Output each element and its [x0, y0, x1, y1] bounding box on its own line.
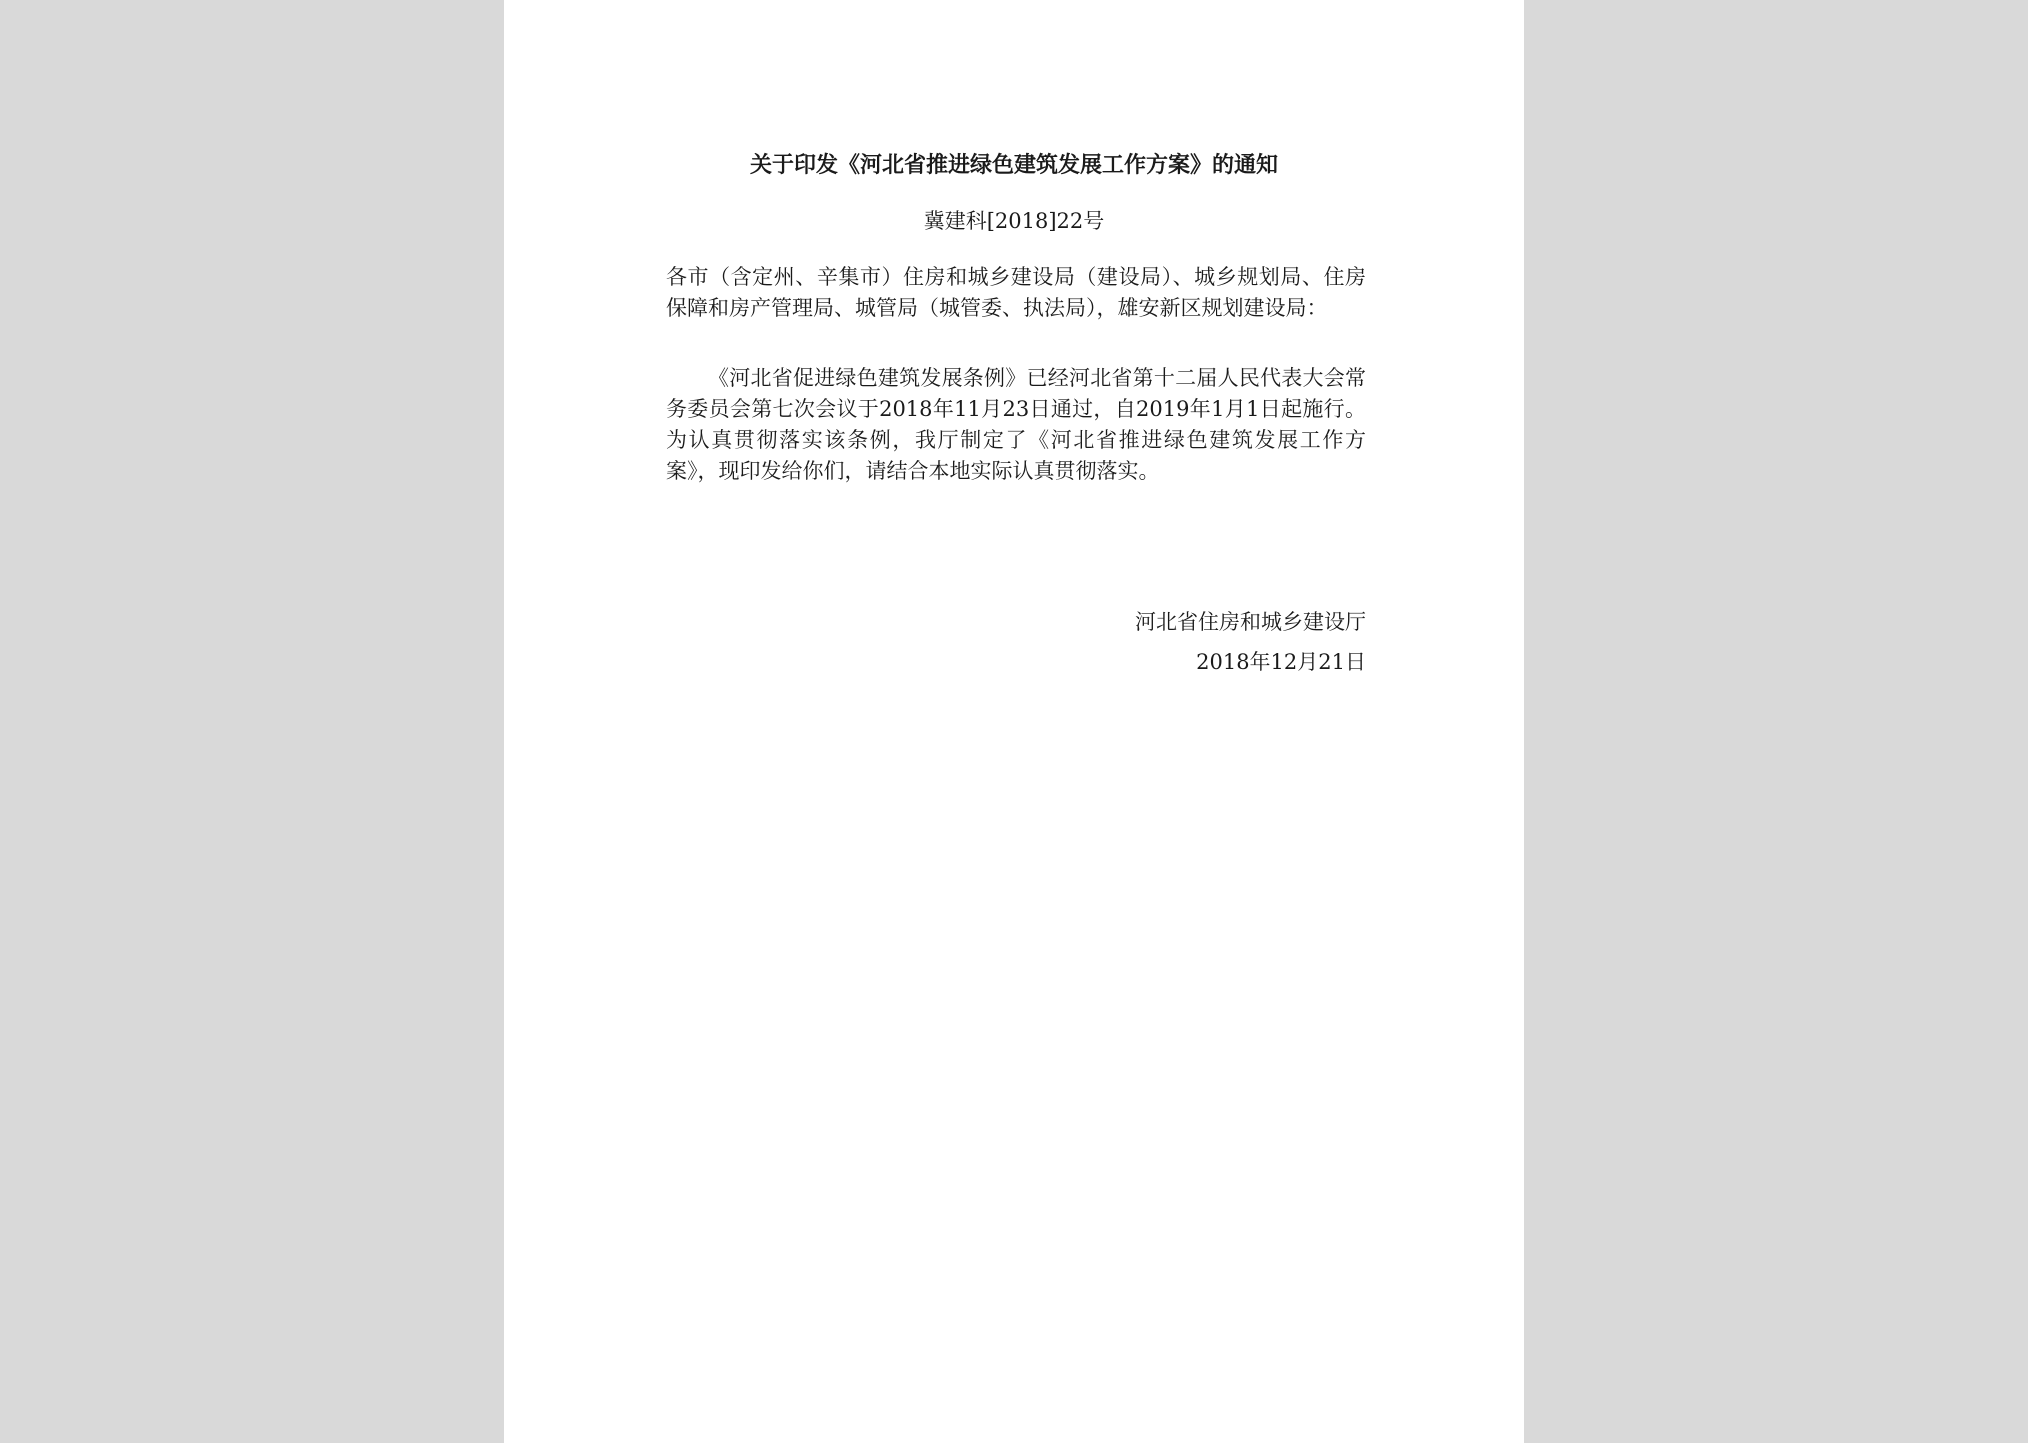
- signature-date: 2018年12月21日: [1196, 650, 1366, 674]
- document-number: 冀建科[2018]22号: [923, 209, 1105, 233]
- signature-organization: 河北省住房和城乡建设厅: [1135, 610, 1366, 634]
- body-paragraph: 《河北省促进绿色建筑发展条例》已经河北省第十二届人民代表大会常务委员会第七次会议于2018年11月23日通过，自2019年1月1日起施行。为认真贯彻落实该条例，我厅制定了《河北省推进绿色建筑发展工作方案》，现印发给你们，请结合本地实际认真贯彻落实。: [666, 366, 1366, 483]
- salutation-paragraph: 各市（含定州、辛集市）住房和城乡建设局（建设局）、城乡规划局、住房保障和房产管理局、城管局（城管委、执法局），雄安新区规划建设局：: [666, 265, 1366, 320]
- document-title: 关于印发《河北省推进绿色建筑发展工作方案》的通知: [749, 152, 1278, 178]
- document-page: [504, 0, 1524, 1443]
